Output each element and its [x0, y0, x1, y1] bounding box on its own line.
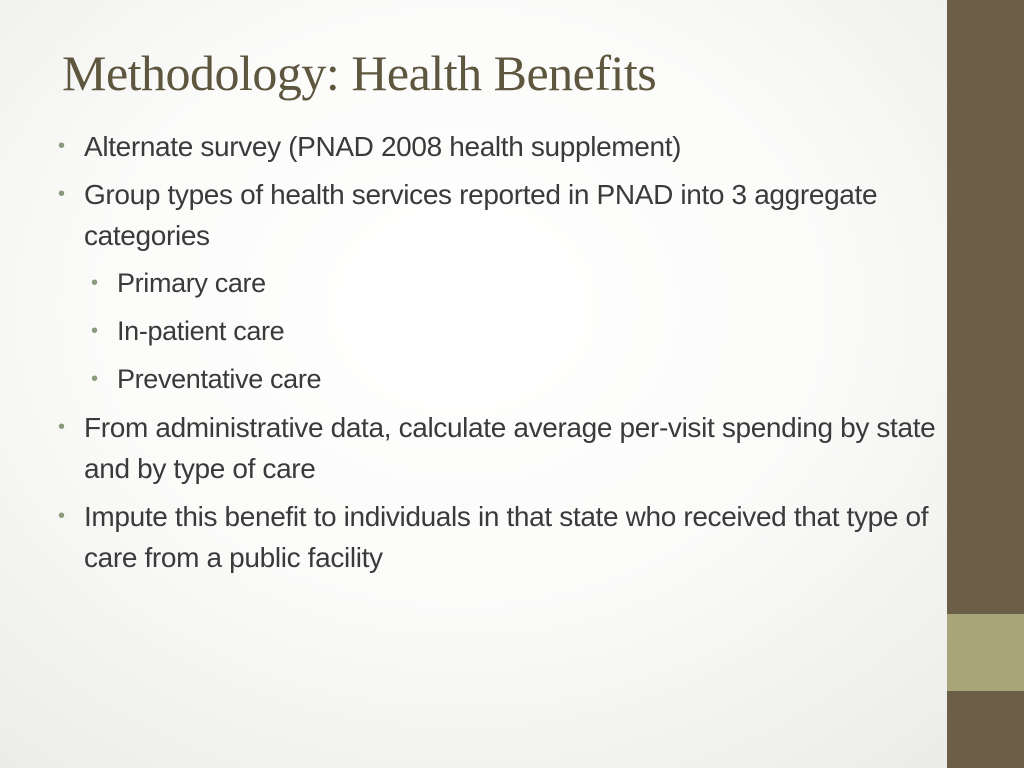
- bullet-icon: •: [91, 320, 98, 342]
- sub-bullet-item: [91, 359, 948, 400]
- bullet-item: [58, 407, 948, 489]
- bullet-text: From administrative data, calculate average per-visit spending by state and by type of care: [84, 412, 936, 484]
- bullet-icon: •: [58, 505, 65, 527]
- slide-title: Methodology: Health Benefits: [62, 45, 657, 101]
- bullet-text: Impute this benefit to individuals in that state who received that type of care from a public facility: [84, 501, 929, 573]
- bullet-icon: •: [91, 272, 98, 294]
- bullet-icon: •: [91, 368, 98, 390]
- sub-bullet-item: [91, 311, 948, 352]
- bullet-icon: •: [58, 416, 65, 438]
- bullet-icon: •: [58, 183, 65, 205]
- bullet-text: Primary care: [117, 268, 266, 298]
- bullet-text: Group types of health services reported in PNAD into 3 aggregate categories: [84, 179, 878, 251]
- bullet-item: [58, 174, 948, 256]
- bullet-item: [58, 126, 948, 167]
- side-bar-main-block: [947, 0, 1024, 614]
- side-bar-accent-block: [947, 614, 1024, 691]
- sub-bullet-item: [91, 263, 948, 304]
- bullet-text: Preventative care: [117, 364, 322, 394]
- side-bar-bottom-block: [947, 691, 1024, 768]
- bullet-icon: •: [58, 135, 65, 157]
- bullet-text: In-patient care: [117, 316, 285, 346]
- side-decoration-bar: [947, 0, 1024, 768]
- bullet-item: [58, 496, 948, 578]
- bullet-text: Alternate survey (PNAD 2008 health supplement): [84, 131, 682, 162]
- bullet-list: [58, 126, 948, 585]
